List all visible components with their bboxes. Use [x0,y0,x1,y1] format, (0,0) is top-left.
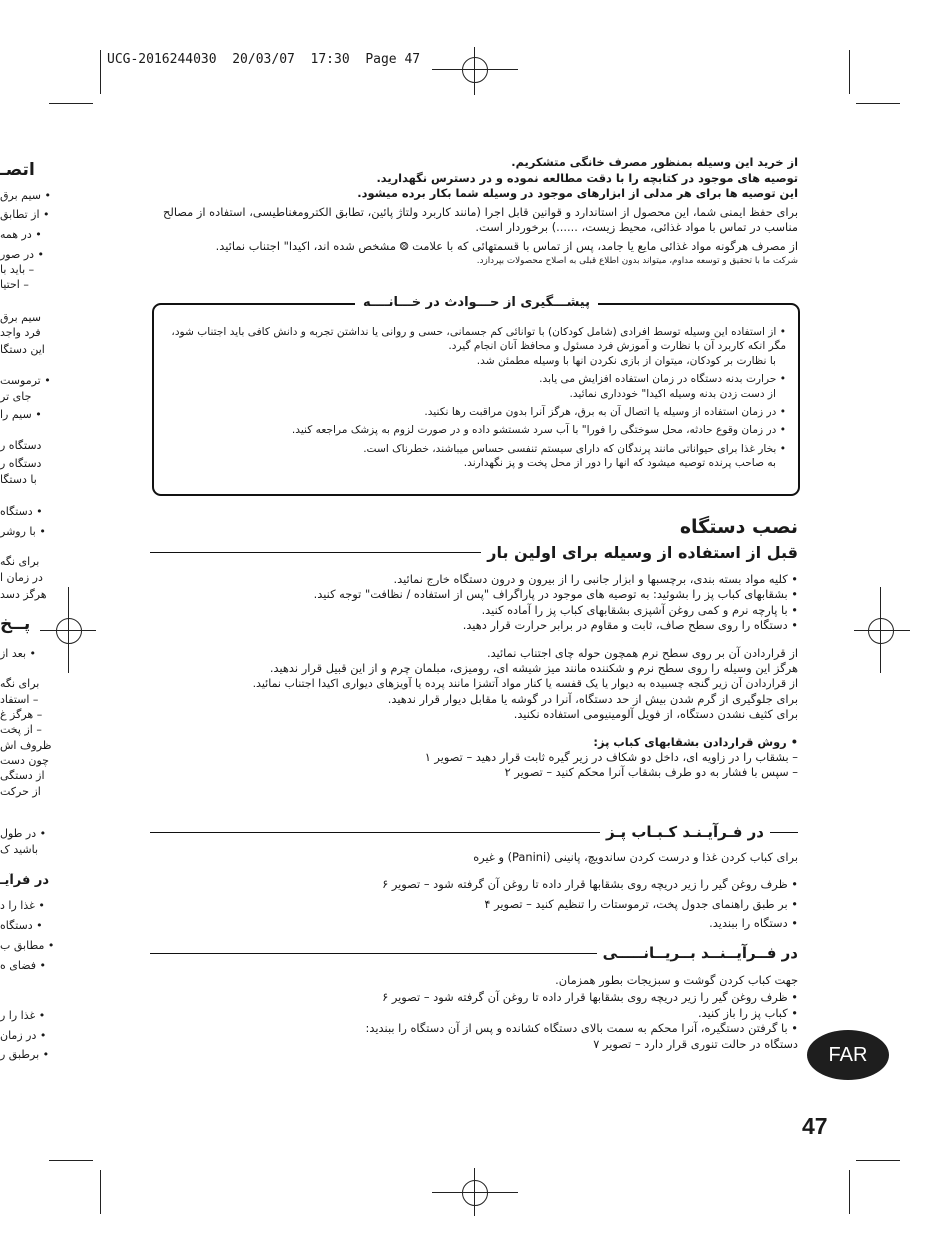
safety-item: • از استفاده این وسیله توسط افرادی (شامل کودکان) با توانائی کم جسمانی، حسی و روانی یا نداشتن تجربه و دانش کافی باید اجتناب شود، مگر انکه کاربرد آن با نظارت و آموزش فرد مسئول و محافظ آنان انجام گیرد. [171,326,786,353]
intro-line: توصیه های موجود در کتابچه را با دقت مطالعه نموده و در دسترس نگهدارید. [376,170,798,185]
left-column-line: چون دست [0,754,49,767]
left-column-line: با دستگا [0,473,37,486]
registration-mark-icon [854,630,910,631]
left-column-line: این دستگا [0,343,45,356]
print-page-no: 47 [404,52,421,67]
page-number: 47 [802,1113,828,1139]
install-heading: نصب دستگاه [679,516,798,538]
bbq-intro: جهت کباب کردن گوشت و سبزیجات بطور همزمان. [555,973,798,987]
left-column-line: • غذا را ر [0,1009,46,1022]
registration-mark-icon [462,57,488,83]
install-body [150,572,798,781]
registration-mark-icon [432,1192,518,1193]
safety-item: • در زمان استفاده از وسیله یا اتصال آن به برق، هرگز آنرا بدون مراقبت رها نکنید. [424,406,786,419]
left-column-line: • از تطابق [0,208,50,221]
registration-mark-icon [474,1168,475,1216]
crop-mark [49,103,93,104]
left-column-line: دستگاه ر [0,439,42,452]
print-date: 20/03/07 [232,52,295,67]
left-column-line: سیم برق [0,311,42,324]
left-column-line: • در طول [0,827,47,840]
registration-mark-icon [462,1180,488,1206]
print-page-label: Page [365,52,397,67]
left-column-line: برای نگه [0,555,40,568]
grill-title-row [150,823,798,841]
print-code: UCG-2016244030 [107,52,217,67]
install-bullet: • بشقابهای کباب پز را بشوئید: به توصیه های موجود در پاراگراف "پس از استفاده / نظافت" توجه کنید. [313,587,798,602]
install-bullet: • دستگاه را روی سطح صاف، ثابت و مقاوم در برابر حرارت قرار دهید. [462,618,798,633]
registration-mark-icon [880,587,881,673]
left-column-line: • ترموست [0,374,51,387]
plates-step: – بشقاب را در زاویه ای، داخل دو شکاف در زیر گیره ثابت قرار دهید – تصویر ۱ [424,750,798,765]
left-column-line: باشید ک [0,843,39,856]
safety-item: • حرارت بدنه دستگاه در زمان استفاده افزایش می یابد. [539,373,786,386]
crop-mark [856,1160,900,1161]
bbq-body [150,973,798,1052]
left-column-line: • در همه [0,228,42,241]
grill-intro: برای کباب کردن غذا و درست کردن ساندویچ، پانینی (Panini) و غیره [473,850,798,864]
intro [150,155,798,268]
left-column-line: – از پخت [0,723,42,736]
crop-mark [100,1170,101,1214]
safety-sub: به صاحب پرنده توصیه میشود که انها را دور از محل پخت و پز نگهدارند. [463,457,776,470]
left-column-heading: در فرآیـ [0,873,50,888]
left-column-line: • فضای ه [0,959,47,972]
install-bullet: • کلیه مواد بسته بندی، برچسبها و ابزار جانبی را از بیرون و درون دستگاه خارج نمائید. [393,572,798,586]
registration-mark-icon [868,618,894,644]
bbq-bullet: • ظرف روغن گیر را زیر دریچه روی بشقابها قرار داده تا روغن آن گرفته شود – تصویر ۶ [382,990,798,1005]
left-column-line: جای تر [0,390,32,403]
left-column-line: • در صور [0,248,45,261]
intro-note: شرکت ما با تحقیق و توسعه مداوم، میتواند بدون اطلاع قبلی به اصلاح محصولات بپردازد. [476,255,798,266]
install-warning: برای جلوگیری از گرم شدن بیش از حد دستگاه، آنرا در گوشه یا مقابل دیوار قرار ندهید. [387,691,798,706]
left-column-line: • دستگاه [0,505,43,518]
crop-mark [849,1170,850,1214]
left-column-line: برای نگه [0,677,40,690]
left-column-line: • سیم را [0,408,42,421]
print-header [107,52,420,67]
install-bullet: • با پارچه نرم و کمی روغن آشپزی بشقابهای کباب پز را آماده کنید. [481,602,798,617]
safety-sub: از دست زدن بدنه وسیله اکیدا" خودداری نمائید. [569,387,776,400]
intro-line: این توصیه ها برای هر مدلی از ابزارهای موجود در وسیله شما بکار برده میشود. [357,186,798,201]
crop-mark [849,50,850,94]
plates-step: – سپس با فشار به دو طرف بشقاب آنرا محکم کنید – تصویر ۲ [504,765,798,780]
bbq-bullet: • با گرفتن دستگیره، آنرا محکم به سمت بالای دستگاه کشانده و پس از آن دستگاه را ببندید: [365,1021,798,1036]
left-column-line: هرگز دسد [0,588,47,601]
left-column-line: • برطبق ر [0,1048,50,1061]
bbq-bullet: • کباب پز را باز کنید. [697,1005,798,1020]
left-column-line: – استفاد [0,693,39,706]
registration-mark-icon [432,69,518,70]
left-column-line: • دستگاه [0,919,43,932]
left-column-line: • در زمان [0,1029,47,1042]
left-column-line: دستگاه ر [0,457,42,470]
left-column-line: از دستگی [0,769,45,782]
safety-item: • در زمان وقوع حادثه، محل سوختگی را فورا" با آب سرد شستشو داده و در صورت لزوم به پزشک مراجعه کنید. [291,424,786,437]
grill-body [150,850,798,932]
bbq-title: در فــرآیــنــد بــریــانـــــی [602,944,798,962]
language-badge: FAR [807,1030,889,1080]
install-warning: از قراردادن آن زیر گنجه چسبیده به دیوار یا یک قفسه یا کنار مواد آتشزا مانند پرده یا آویزهای دیواری اکیدا اجتناب نمائید. [252,677,798,691]
registration-mark-icon [474,47,475,95]
left-column-line: – باید با [0,263,35,276]
crop-mark [49,1160,93,1161]
grill-bullet: • ظرف روغن گیر را زیر دریچه روی بشقابها قرار داده تا روغن آن گرفته شود – تصویر ۶ [382,877,798,892]
left-column-line: در زمان ا [0,571,43,584]
left-column-line: • سیم برق [0,189,52,202]
left-column-heading: پــخ [0,614,31,634]
bbq-tail: دستگاه در حالت تنوری قرار دارد – تصویر ۷ [593,1036,798,1051]
left-column-line: – هرگز غ [0,708,43,721]
plates-title: • روش قراردادن بشقابهای کباب پز: [593,734,798,749]
left-column-line: ظروف اش [0,739,52,752]
intro-line: از خرید این وسیله بمنظور مصرف خانگی متشکریم. [511,155,798,169]
left-column-line: از حرکت [0,785,41,798]
grill-bullet: • بر طبق راهنمای جدول پخت، ترموستات را تنظیم کنید – تصویر ۴ [484,896,798,911]
intro-line: برای حفظ ایمنی شما، این محصول از استاندارد و قوانین قابل اجرا (مانند کاربرد ولتاژ پائین، تطابق الکترومغناطیسی، استفاده از مصالح مناسب در تماس با مواد غذائی، محیط زیست، ......) برخوردار است. [163,204,798,235]
bbq-title-row [150,944,798,962]
grill-title: در فـرآیـنـد کـبـاب پـز [606,823,764,841]
print-time: 17:30 [310,52,350,67]
safety-sub: با نظارت بر کودکان، میتوان از بازی نکردن انها با وسیله مطمئن شد. [476,354,776,367]
grill-bullet: • دستگاه را ببندید. [709,916,798,931]
left-column-line: • بعد از [0,647,36,660]
safety-box [152,295,800,496]
crop-mark [100,50,101,94]
left-column-line: • با روشر [0,525,46,538]
safety-item: • بخار غذا برای حیواناتی مانند پرندگان که دارای سیستم تنفسی حساس میباشند، خطرناک است. [363,442,786,455]
left-column-heading: اتصـ [0,160,35,180]
left-column-line: • مطابق ب [0,939,55,952]
left-column-line: • غذا را د [0,899,45,912]
left-column-line: فرد واجد [0,326,41,339]
install-subheading-row [150,543,798,562]
safety-box-title: پیشـــگیری از حـــوادث در خـــانــــه [355,295,598,310]
left-column-line: – احتیا [0,278,29,291]
intro-line: از مصرف هرگونه مواد غذائی مایع یا جامد، پس از تماس با قسمتهائی که با علامت ⨷ مشخص شده اند، اکیدا" اجتناب نمائید. [215,238,798,253]
install-subheading: قبل از استفاده از وسیله برای اولین بار [487,543,798,562]
crop-mark [856,103,900,104]
install-warning: از قراردادن آن بر روی سطح نرم همچون حوله چای اجتناب نمائید. [486,645,798,660]
install-warning: هرگز این وسیله را روی سطح نرم و شکننده مانند میز شیشه ای، رومیزی، مبلمان چرم و از این قبیل قرار ندهید. [269,661,798,676]
install-warning: برای کثیف نشدن دستگاه، از فویل آلومینیومی استفاده نکنید. [513,707,798,722]
